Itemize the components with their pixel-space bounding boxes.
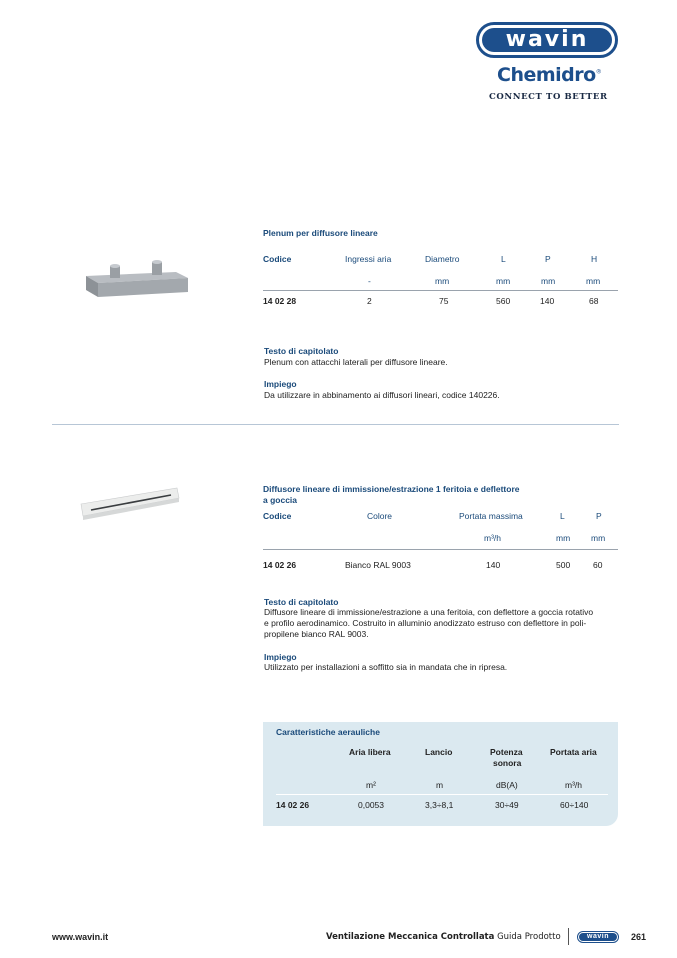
aero-airflow-value: 60÷140 <box>560 800 589 810</box>
product2-unit-flow: m³/h <box>484 533 501 543</box>
footer-doc-sub: Guida Prodotto <box>497 932 561 942</box>
footer-doc-title-wrap <box>326 932 561 942</box>
product1-inlets-value: 2 <box>367 296 372 306</box>
product1-data-row <box>263 296 618 308</box>
aero-unit-throw: m <box>436 780 444 790</box>
product2-spec-line3: propilene bianco RAL 9003. <box>264 629 369 639</box>
product1-p-value: 140 <box>540 296 555 306</box>
product2-p-value: 60 <box>593 560 603 570</box>
aero-table-divider <box>276 794 608 795</box>
aero-throw-value: 3,3÷8,1 <box>425 800 454 810</box>
product2-header-flow: Portata massima <box>459 511 523 521</box>
page-number: 261 <box>631 932 647 942</box>
aero-code: 14 02 26 <box>276 800 310 810</box>
product2-header-p: P <box>596 511 602 521</box>
product2-code: 14 02 26 <box>263 560 297 570</box>
product2-use-label: Impiego <box>264 652 297 662</box>
section-separator <box>52 424 619 425</box>
product1-l-value: 560 <box>496 296 511 306</box>
product1-unit-inlets: - <box>368 276 371 286</box>
product1-unit-p: mm <box>541 276 556 286</box>
product1-unit-diameter: mm <box>435 276 450 286</box>
product2-color-value: Bianco RAL 9003 <box>345 560 411 570</box>
product1-code: 14 02 28 <box>263 296 297 306</box>
diffuser-image <box>79 484 183 524</box>
product2-spec-label: Testo di capitolato <box>264 597 339 607</box>
product1-header-h: H <box>591 254 598 264</box>
product2-header-code: Codice <box>263 511 292 521</box>
footer-wavin-logo-text: wavin <box>579 933 617 941</box>
aero-header-power: Potenza <box>490 747 523 757</box>
product2-data-row <box>263 560 618 572</box>
product2-header-l: L <box>560 511 565 521</box>
product1-header-row <box>263 254 618 266</box>
footer-divider <box>568 928 569 945</box>
product2-table-divider <box>263 549 618 550</box>
product1-header-l: L <box>501 254 506 264</box>
product1-unit-h: mm <box>586 276 601 286</box>
registered-mark: ® <box>595 68 602 76</box>
product2-spec-line1: Diffusore lineare di immissione/estrazione a una feritoia, con deflettore a goccia rotativo <box>264 607 594 617</box>
footer-doc-title: Ventilazione Meccanica Controllata <box>326 932 495 942</box>
product1-use-text: Da utilizzare in abbinamento ai diffusori lineari, codice 140226. <box>264 390 500 400</box>
aero-unit-area: m² <box>366 780 376 790</box>
product2-flow-value: 140 <box>486 560 501 570</box>
aero-header-sound: sonora <box>493 758 522 768</box>
product2-title-line2: a goccia <box>263 495 298 505</box>
product2-unit-l: mm <box>556 533 571 543</box>
aero-header-throw: Lancio <box>425 747 453 757</box>
product1-spec-text: Plenum con attacchi laterali per diffusore lineare. <box>264 357 448 367</box>
aero-header-airflow: Portata aria <box>550 747 597 757</box>
product1-header-code: Codice <box>263 254 292 264</box>
product2-header-row <box>263 511 618 523</box>
product2-use-text: Utilizzato per installazioni a soffitto sia in mandata che in ripresa. <box>264 662 508 672</box>
aero-box <box>263 722 618 826</box>
aero-title: Caratteristiche aerauliche <box>276 727 380 737</box>
footer-website[interactable]: www.wavin.it <box>52 932 109 942</box>
product1-header-diameter: Diametro <box>425 254 460 264</box>
wavin-logo-pill <box>476 22 618 58</box>
product1-use-label: Impiego <box>264 379 297 389</box>
plenum-image <box>84 258 190 298</box>
product1-header-p: P <box>545 254 551 264</box>
aero-unit-sound: dB(A) <box>496 780 518 790</box>
product1-diameter-value: 75 <box>439 296 449 306</box>
product1-h-value: 68 <box>589 296 599 306</box>
wavin-logo-text: wavin <box>482 28 612 52</box>
brand-tagline: CONNECT TO BETTER <box>489 92 608 102</box>
product1-spec-label: Testo di capitolato <box>264 346 339 356</box>
product2-unit-p: mm <box>591 533 606 543</box>
chemidro-logo-text: Chemidro <box>497 64 596 86</box>
aero-sound-value: 30÷49 <box>495 800 519 810</box>
chemidro-logo <box>497 64 601 86</box>
product2-header-color: Colore <box>367 511 393 521</box>
wavin-logo <box>476 22 619 58</box>
product2-spec-line2: e profilo aerodinamico. Costruito in alluminio anodizzato estruso con deflettore in poli- <box>264 618 587 628</box>
footer-wavin-logo <box>577 931 619 943</box>
aero-free-area-value: 0,0053 <box>358 800 384 810</box>
product1-table-divider <box>263 290 618 291</box>
product1-title: Plenum per diffusore lineare <box>263 228 378 238</box>
product2-title-line1: Diffusore lineare di immissione/estrazione 1 feritoia e deflettore <box>263 484 520 494</box>
product2-units-row <box>263 533 618 545</box>
product1-header-inlets: Ingressi aria <box>345 254 392 264</box>
product1-unit-l: mm <box>496 276 511 286</box>
aero-header-free-area: Aria libera <box>349 747 391 757</box>
product2-l-value: 500 <box>556 560 571 570</box>
product1-units-row <box>263 276 618 288</box>
aero-unit-airflow: m³/h <box>565 780 582 790</box>
